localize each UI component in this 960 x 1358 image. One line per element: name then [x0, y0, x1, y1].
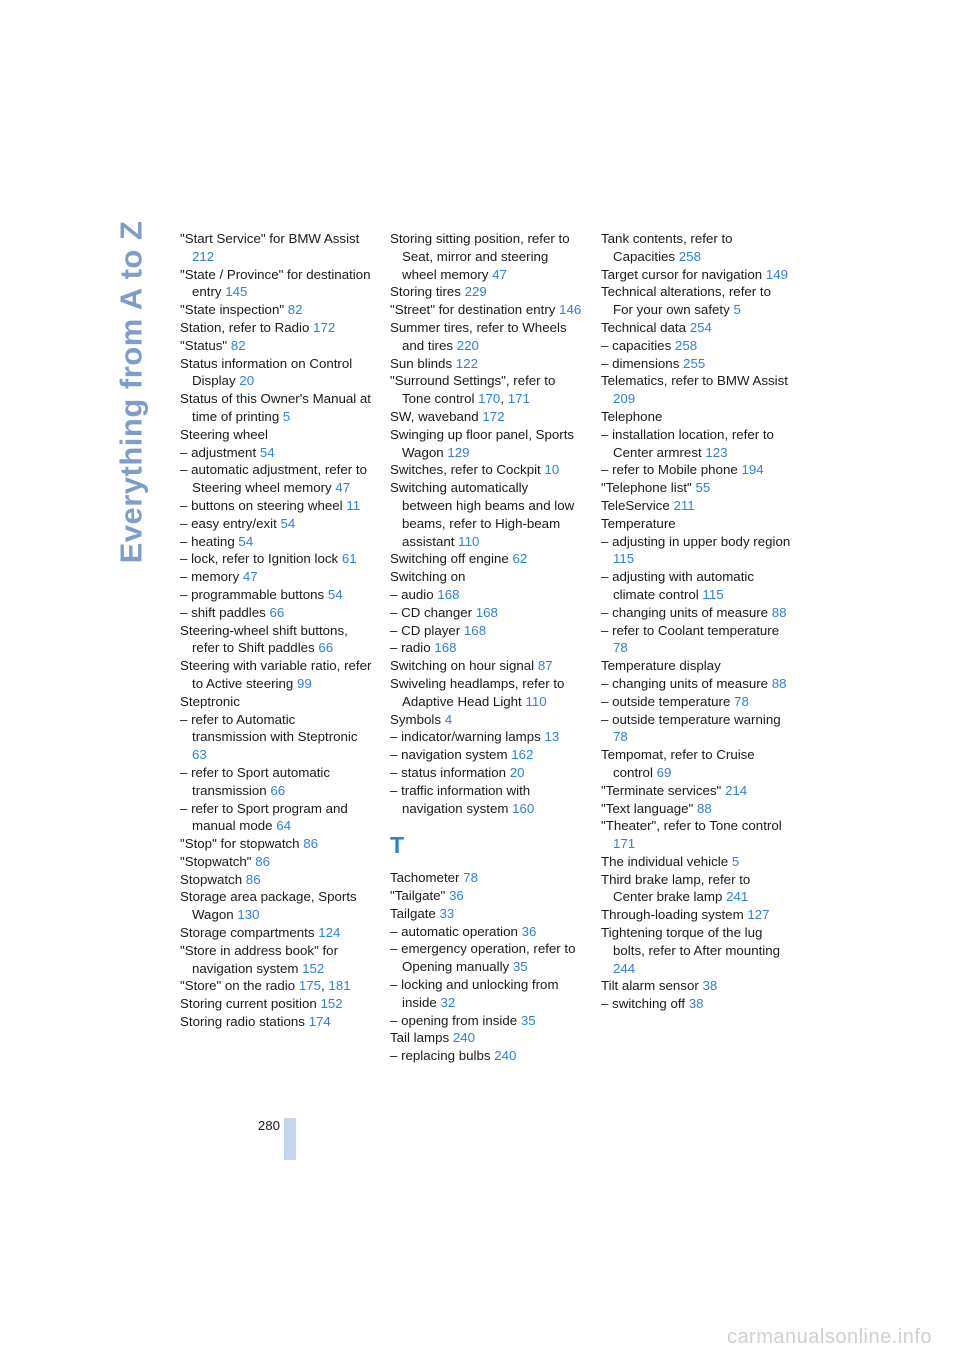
index-entry-text: – indicator/warning lamps — [390, 729, 545, 745]
page-reference-link[interactable]: 66 — [318, 640, 334, 656]
index-entry-text: – CD player — [390, 622, 464, 638]
index-entry-text: "Store" on the radio — [180, 978, 299, 994]
index-entry-text: – audio — [390, 586, 438, 602]
page-reference-link[interactable]: 86 — [255, 853, 271, 869]
index-entry-text: Temperature — [601, 515, 676, 531]
index-entry — [180, 604, 372, 622]
page-reference-link[interactable]: 4 — [444, 711, 453, 727]
index-entry — [390, 230, 582, 283]
index-entry-text: – easy entry/exit — [180, 515, 281, 531]
index-entry — [601, 817, 793, 853]
section-side-title — [108, 220, 154, 564]
index-entry-text: Switching on — [390, 569, 466, 585]
index-entry — [601, 622, 793, 658]
page-reference-link[interactable]: 241 — [726, 889, 749, 905]
index-entry-text: "Status" — [180, 337, 231, 353]
index-entry — [390, 940, 582, 976]
index-entry-text: – navigation system — [390, 747, 512, 763]
index-entry-text: TeleService — [601, 497, 674, 513]
index-entry — [390, 426, 582, 462]
index-entry — [601, 408, 793, 426]
index-entry-text: – outside temperature — [601, 693, 735, 709]
page-reference-link[interactable]: 86 — [303, 836, 319, 852]
index-entry — [601, 461, 793, 479]
index-entry — [601, 355, 793, 373]
index-entry — [601, 924, 793, 977]
page-reference-link[interactable]: 35 — [512, 959, 528, 975]
index-entry — [601, 337, 793, 355]
index-entry — [601, 604, 793, 622]
page-reference-link[interactable]: 244 — [613, 960, 636, 976]
index-entry — [390, 746, 582, 764]
page-reference-link[interactable]: 168 — [463, 622, 487, 638]
index-entry: "Surround Settings", refer to Tone control 170, 171 — [390, 373, 556, 407]
page-reference-link[interactable]: 64 — [276, 818, 292, 834]
index-entry — [180, 711, 372, 764]
index-entry — [180, 657, 372, 693]
index-entry-text: – memory — [180, 569, 243, 585]
index-entry-text: – dimensions — [601, 355, 684, 371]
index-entry-text: Station, refer to Radio — [180, 319, 314, 335]
page-reference-link[interactable]: 194 — [741, 462, 764, 478]
page-reference-link[interactable]: 160 — [512, 800, 535, 816]
index-entry — [390, 550, 582, 568]
index-entry — [180, 390, 372, 426]
page-reference-link[interactable]: 36 — [521, 923, 537, 939]
page-reference-link[interactable]: 240 — [494, 1048, 517, 1064]
index-entry-text: – emergency operation, refer to Opening manually — [390, 941, 576, 975]
index-entry — [180, 995, 372, 1013]
index-entry — [601, 533, 793, 569]
index-entry — [390, 905, 582, 923]
page-reference-link[interactable]: 82 — [287, 302, 303, 318]
page-reference-link[interactable]: 258 — [674, 337, 698, 353]
index-entry-text: – refer to Coolant temperature — [601, 622, 780, 638]
index-entry — [601, 871, 793, 907]
index-entry — [180, 550, 372, 568]
index-entry — [390, 604, 582, 622]
index-entry-text: SW, waveband — [390, 408, 483, 424]
index-entry-text: "Tailgate" — [390, 888, 449, 904]
page-reference-link[interactable]: 152 — [302, 960, 325, 976]
index-entry-text: – automatic adjustment, refer to Steering wheel memory — [180, 462, 367, 496]
index-entry — [390, 568, 582, 586]
index-entry-text: Steering-wheel shift buttons, refer to Shift paddles — [180, 622, 348, 656]
index-letter-heading: T — [390, 832, 405, 859]
page-reference-link[interactable]: 229 — [464, 284, 487, 300]
page-reference-link[interactable]: 11 — [346, 497, 361, 513]
page-reference-link[interactable]: 82 — [230, 337, 246, 353]
page-number-bar — [284, 1118, 296, 1160]
index-entry-text: – adjusting with automatic climate control — [601, 569, 754, 602]
index-entry — [601, 853, 793, 871]
index-entry-text: Third brake lamp, refer to Center brake lamp — [601, 871, 751, 905]
index-entry — [390, 461, 582, 479]
index-entry — [601, 906, 793, 924]
index-entry-text: Tail lamps — [390, 1030, 453, 1046]
page-reference-link[interactable]: 47 — [335, 480, 351, 496]
index-entry — [390, 355, 582, 373]
page-reference-link[interactable]: 61 — [341, 551, 357, 567]
index-entry — [601, 426, 793, 462]
index-entry-text: – refer to Automatic transmission with Steptronic — [180, 711, 358, 745]
index-entry — [390, 622, 582, 640]
index-entry — [180, 461, 372, 497]
index-entry-text: Swiveling headlamps, refer to Adaptive Head Light — [390, 675, 565, 709]
index-column-1 — [180, 230, 372, 1031]
index-entry-text: Steering with variable ratio, refer to Active steering — [180, 658, 372, 691]
index-entry-text: Tailgate — [390, 905, 440, 921]
page-reference-link[interactable]: 5 — [731, 853, 740, 869]
page-reference-link[interactable]: 54 — [327, 586, 343, 602]
index-entry — [390, 479, 582, 550]
index-entry-text: Steering wheel — [180, 426, 268, 442]
index-entry — [390, 1047, 582, 1065]
page-reference-link[interactable]: 149 — [765, 266, 789, 282]
index-entry-text: Tilt alarm sensor — [601, 978, 703, 994]
page-reference-link[interactable]: 168 — [437, 586, 460, 602]
index-entry — [390, 657, 582, 675]
index-entry-text: Storing radio stations — [180, 1014, 309, 1030]
index-entry — [601, 995, 793, 1013]
index-entry-text: Storing tires — [390, 284, 465, 300]
index-entry-text: "Start Service" for BMW Assist — [180, 231, 360, 246]
page-reference-link[interactable]: 171 — [507, 391, 530, 407]
index-entry — [180, 230, 372, 266]
side-title-text: Everything from A to Z — [113, 220, 149, 564]
index-entry — [390, 319, 582, 355]
page-number: 280 — [257, 1118, 280, 1133]
index-entry — [390, 782, 582, 818]
index-entry-text: Storage compartments — [180, 925, 319, 941]
page-reference-link[interactable]: 88 — [771, 604, 787, 620]
page-reference-link[interactable]: 69 — [656, 764, 672, 780]
page-reference-link[interactable]: 99 — [296, 675, 312, 691]
page-reference-link[interactable]: 54 — [238, 533, 254, 549]
index-entry-text: Storing sitting position, refer to Seat, mirror and steering wheel memory — [390, 231, 570, 282]
index-entry — [601, 977, 793, 995]
index-entry: "Store" on the radio 175, 181 — [180, 978, 351, 994]
index-entry-text: Stopwatch — [180, 871, 246, 887]
page-reference-link[interactable]: 47 — [242, 569, 258, 585]
index-entry-text: – outside temperature warning — [601, 711, 781, 727]
index-entry-text: "Telephone list" — [601, 480, 696, 496]
index-entry-text: Tempomat, refer to Cruise control — [601, 747, 755, 780]
index-entry — [180, 301, 372, 319]
index-entry-text: Swinging up floor panel, Sports Wagon — [390, 426, 575, 460]
index-entry — [180, 337, 372, 355]
index-entry-text: – switching off — [601, 996, 689, 1012]
index-entry — [601, 693, 793, 711]
page-reference-link[interactable]: 255 — [683, 355, 706, 371]
page-reference-link[interactable]: 258 — [678, 248, 701, 264]
index-entry-text: "Surround Settings", refer to Tone control — [390, 373, 556, 407]
index-entry — [180, 426, 372, 444]
index-entry — [180, 693, 372, 711]
index-entry — [601, 479, 793, 497]
page-reference-link[interactable]: 146 — [559, 302, 582, 318]
page-reference-link[interactable]: 130 — [237, 907, 260, 923]
index-entry-text: – refer to Mobile phone — [601, 462, 742, 478]
index-entry — [390, 728, 582, 746]
index-entry — [601, 800, 793, 818]
page-reference-link[interactable]: 174 — [308, 1014, 331, 1030]
index-column-2 — [390, 230, 582, 1065]
page-reference-link[interactable]: 162 — [511, 747, 534, 763]
index-entry — [601, 675, 793, 693]
index-entry — [601, 568, 793, 604]
index-entry-text: – automatic operation — [390, 923, 522, 939]
index-entry — [390, 1029, 582, 1047]
index-entry-text: Tachometer — [390, 870, 464, 886]
page-reference-link[interactable]: 38 — [688, 996, 704, 1012]
page-reference-link[interactable]: 168 — [434, 640, 457, 656]
index-entry — [180, 622, 372, 658]
page-reference-link[interactable]: 145 — [225, 284, 248, 300]
index-entry-text: – radio — [390, 640, 435, 656]
page-reference-link[interactable]: 172 — [313, 319, 336, 335]
index-entry — [601, 782, 793, 800]
index-entry-text: – shift paddles — [180, 604, 270, 620]
index-entry — [601, 746, 793, 782]
index-entry-text: – status information — [390, 764, 510, 780]
index-entry — [180, 800, 372, 836]
page-reference-link[interactable]: 55 — [695, 480, 711, 496]
index-entry — [390, 887, 582, 905]
page-reference-link[interactable]: 175 — [298, 978, 322, 994]
index-entry — [180, 1013, 372, 1031]
index-entry — [180, 444, 372, 462]
index-entry-text: Switching on hour signal — [390, 658, 538, 674]
index-entry — [180, 835, 372, 853]
page-reference-link[interactable]: 66 — [270, 782, 286, 798]
page-reference-link[interactable]: 209 — [613, 391, 636, 407]
index-entry-text: – programmable buttons — [180, 586, 328, 602]
page-reference-link[interactable]: 86 — [245, 871, 261, 887]
index-entry — [390, 976, 582, 1012]
index-entry — [390, 1012, 582, 1030]
page-reference-link[interactable]: 66 — [269, 604, 285, 620]
index-entry — [390, 586, 582, 604]
index-entry-text: Tank contents, refer to Capacities — [601, 231, 733, 264]
page-reference-link[interactable]: 110 — [525, 693, 547, 709]
page-reference-link[interactable]: 33 — [439, 905, 455, 921]
page-reference-link[interactable]: 181 — [328, 978, 351, 994]
index-entry-text: – locking and unlocking from inside — [390, 977, 559, 1010]
page-reference-link[interactable]: 88 — [771, 675, 787, 691]
index-entry-text: Summer tires, refer to Wheels and tires — [390, 319, 567, 353]
page-reference-link[interactable]: 5 — [282, 408, 291, 424]
page-reference-link[interactable]: 168 — [475, 604, 498, 620]
page-reference-link[interactable]: 62 — [512, 551, 528, 567]
index-entry-text: Switching automatically between high beams and low beams, refer to High-beam assistant — [390, 480, 575, 549]
index-entry — [390, 675, 582, 711]
index-entry-text: Steptronic — [180, 693, 240, 709]
index-entry — [601, 266, 793, 284]
index-entry — [180, 568, 372, 586]
index-entry-text: Sun blinds — [390, 355, 456, 371]
index-entry-text: The individual vehicle — [601, 853, 732, 869]
page-reference-link[interactable]: 172 — [482, 408, 505, 424]
index-entry — [180, 497, 372, 515]
page-reference-link[interactable]: 240 — [452, 1030, 475, 1046]
page-reference-link[interactable]: 212 — [192, 248, 215, 264]
index-entry-text: Through-loading system — [601, 907, 748, 923]
index-entry — [180, 586, 372, 604]
index-entry-text: Telematics, refer to BMW Assist — [601, 373, 788, 389]
page-reference-link[interactable]: 20 — [239, 373, 255, 389]
index-entry-text: – installation location, refer to Center armrest — [601, 426, 774, 460]
index-entry — [180, 355, 372, 391]
page-reference-link[interactable]: 32 — [440, 994, 456, 1010]
index-entry-text: – changing units of measure — [601, 675, 772, 691]
index-entry — [180, 533, 372, 551]
index-entry-text: Status information on Control Display — [180, 355, 353, 389]
page-reference-link[interactable]: 63 — [192, 747, 207, 763]
page-reference-link[interactable]: 5 — [733, 302, 741, 318]
index-entry-text: "State / Province" for destination entry — [180, 266, 371, 300]
index-entry-text: – opening from inside — [390, 1012, 521, 1028]
index-entry — [180, 942, 372, 978]
page-reference-link[interactable]: 54 — [280, 515, 296, 531]
index-entry-text: – refer to Sport program and manual mode — [180, 800, 348, 834]
index-entry — [180, 515, 372, 533]
index-entry-text: "State inspection" — [180, 302, 288, 318]
index-entry-text: – adjusting in upper body region — [601, 533, 791, 549]
index-entry-text: – adjustment — [180, 444, 260, 460]
index-entry — [390, 923, 582, 941]
index-entry-text: Storage area package, Sports Wagon — [180, 889, 357, 923]
index-entry — [601, 657, 793, 675]
index-entry-text: "Stop" for stopwatch — [180, 836, 304, 852]
index-entry-text: Storing current position — [180, 996, 321, 1012]
index-entry-text: Target cursor for navigation — [601, 266, 766, 282]
index-entry — [390, 408, 582, 426]
index-entry-text: "Theater", refer to Tone control — [601, 818, 782, 834]
index-column-3 — [601, 230, 793, 1013]
index-entry — [601, 230, 793, 266]
index-entry — [180, 764, 372, 800]
index-entry — [180, 924, 372, 942]
page-reference-link[interactable]: 35 — [520, 1012, 536, 1028]
index-entry-text: Switches, refer to Cockpit — [390, 462, 545, 478]
index-entry — [390, 764, 582, 782]
footer-watermark: carmanualsonline.info — [726, 1326, 932, 1348]
page-reference-link[interactable]: 54 — [259, 444, 275, 460]
index-entry-text: Tightening torque of the lug bolts, refer to After mounting — [601, 925, 781, 958]
index-entry-text: "Stopwatch" — [180, 853, 256, 869]
index-entry — [390, 301, 582, 319]
index-entry-text: "Text language" — [601, 800, 697, 816]
index-entry — [390, 711, 582, 729]
index-entry-text: – CD changer — [390, 604, 476, 620]
page-reference-link[interactable]: 36 — [448, 888, 464, 904]
index-entry-text: – heating — [180, 533, 239, 549]
page-reference-link[interactable]: 78 — [613, 640, 628, 656]
index-entry — [180, 853, 372, 871]
index-entry — [390, 639, 582, 657]
index-entry — [180, 871, 372, 889]
page-reference-link[interactable]: 13 — [544, 729, 560, 745]
page-reference-link[interactable]: 115 — [702, 586, 724, 602]
index-entry — [180, 888, 372, 924]
index-entry-text: Technical data — [601, 319, 690, 335]
page-reference-link[interactable]: 171 — [613, 836, 636, 852]
index-entry — [601, 497, 793, 515]
index-entry-text: – replacing bulbs — [390, 1048, 495, 1064]
index-entry-text: Status of this Owner's Manual at time of printing — [180, 391, 371, 424]
page-reference-link[interactable]: 127 — [747, 907, 770, 923]
index-entry-text: Symbols — [390, 711, 445, 727]
index-entry-text: Telephone — [601, 408, 663, 424]
page-reference-link[interactable]: 78 — [613, 729, 628, 745]
page-reference-link[interactable]: 88 — [696, 800, 712, 816]
index-entry — [601, 372, 793, 408]
page-reference-link[interactable]: 47 — [492, 266, 507, 282]
page-reference-link[interactable]: 254 — [689, 319, 712, 335]
index-entry — [180, 319, 372, 337]
page-reference-link[interactable]: 214 — [724, 782, 748, 798]
index-entry-text: – changing units of measure — [601, 604, 772, 620]
index-entry-text: – traffic information with navigation system — [390, 782, 531, 816]
index-entry — [390, 869, 582, 887]
page-reference-link[interactable]: 38 — [702, 978, 718, 994]
page-reference-link[interactable]: 124 — [318, 925, 341, 941]
page-reference-link[interactable]: 87 — [537, 658, 553, 674]
index-entry — [601, 319, 793, 337]
index-entry-text: Switching off engine — [390, 551, 513, 567]
index-entry-text: – lock, refer to Ignition lock — [180, 551, 342, 567]
page-reference-link[interactable]: 110 — [458, 533, 480, 549]
index-entry-text: "Store in address book" for navigation system — [180, 942, 339, 976]
index-entry-text: – refer to Sport automatic transmission — [180, 764, 331, 798]
page-reference-link[interactable]: 20 — [509, 764, 525, 780]
page-reference-link[interactable]: 78 — [463, 870, 478, 886]
index-entry-text: Technical alterations, refer to For your own safety — [601, 284, 771, 318]
page-reference-link[interactable]: 220 — [456, 337, 479, 353]
index-entry — [180, 266, 372, 302]
page-reference-link[interactable]: 211 — [673, 497, 695, 513]
page-reference-link[interactable]: 123 — [705, 444, 728, 460]
index-entry-text: – buttons on steering wheel — [180, 497, 347, 513]
page-reference-link[interactable]: 170 — [478, 391, 501, 407]
index-entry — [601, 515, 793, 533]
index-entry-text: "Terminate services" — [601, 782, 725, 798]
page-reference-link[interactable]: 10 — [544, 462, 560, 478]
page-reference-link[interactable]: 122 — [455, 355, 478, 371]
index-entry-text: Temperature display — [601, 658, 721, 674]
page-reference-link[interactable]: 129 — [447, 444, 470, 460]
page-reference-link[interactable]: 115 — [613, 551, 635, 567]
page-reference-link[interactable]: 78 — [734, 693, 749, 709]
page-reference-link[interactable]: 152 — [320, 996, 343, 1012]
index-entry — [601, 711, 793, 747]
index-entry-text: "Street" for destination entry — [390, 302, 560, 318]
index-entry — [390, 283, 582, 301]
index-entry-text: – capacities — [601, 337, 675, 353]
index-entry — [601, 283, 793, 319]
